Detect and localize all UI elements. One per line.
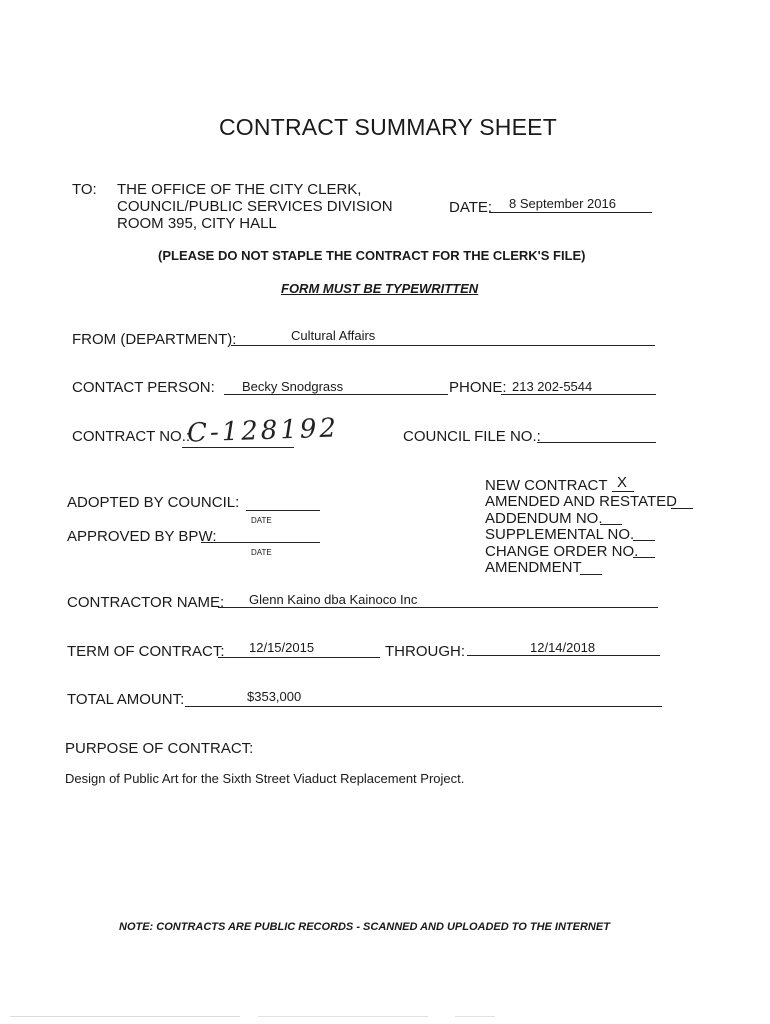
scan-artifact-line bbox=[455, 1016, 495, 1017]
change-order-line bbox=[633, 557, 655, 558]
contract-no-label: CONTRACT NO.: bbox=[72, 428, 191, 445]
purpose-text: Design of Public Art for the Sixth Street Viaduct Replacement Project. bbox=[65, 771, 465, 786]
to-line-3: ROOM 395, CITY HALL bbox=[117, 215, 277, 232]
phone-value: 213 202-5544 bbox=[512, 379, 593, 394]
new-contract-mark: X bbox=[617, 474, 628, 491]
to-line-2: COUNCIL/PUBLIC SERVICES DIVISION bbox=[117, 198, 393, 215]
new-contract-line bbox=[612, 491, 634, 492]
from-department-label: FROM (DEPARTMENT): bbox=[72, 331, 237, 348]
approved-by-bpw-line bbox=[201, 542, 320, 543]
amendment-label: AMENDMENT bbox=[485, 559, 582, 576]
typewritten-notice bbox=[281, 281, 478, 296]
adopted-date-sublabel: DATE bbox=[251, 516, 272, 525]
contractor-name-line bbox=[218, 607, 658, 608]
addendum-line bbox=[600, 524, 622, 525]
from-department-line bbox=[231, 345, 655, 346]
total-amount-line bbox=[185, 706, 662, 707]
change-order-label: CHANGE ORDER NO. bbox=[485, 543, 639, 560]
phone-line bbox=[501, 394, 656, 395]
to-label: TO: bbox=[72, 181, 97, 198]
contact-person-line bbox=[224, 394, 448, 395]
page-title: CONTRACT SUMMARY SHEET bbox=[219, 114, 557, 140]
to-line-1: THE OFFICE OF THE CITY CLERK, bbox=[117, 181, 362, 198]
council-file-label: COUNCIL FILE NO.: bbox=[403, 428, 541, 445]
amendment-line bbox=[580, 574, 602, 575]
term-end-value: 12/14/2018 bbox=[530, 640, 596, 655]
contractor-name-label: CONTRACTOR NAME: bbox=[67, 594, 225, 611]
term-end-line bbox=[467, 655, 660, 656]
purpose-label: PURPOSE OF CONTRACT: bbox=[65, 740, 254, 757]
amended-restated-line bbox=[671, 508, 693, 509]
contract-no-handwritten: C-128192 bbox=[186, 413, 340, 449]
approved-by-bpw-label: APPROVED BY BPW: bbox=[67, 528, 217, 545]
term-label: TERM OF CONTRACT: bbox=[67, 643, 225, 660]
contractor-name-value: Glenn Kaino dba Kainoco Inc bbox=[249, 592, 418, 607]
date-value: 8 September 2016 bbox=[509, 196, 616, 211]
from-department-value: Cultural Affairs bbox=[291, 328, 376, 343]
date-label: DATE: bbox=[449, 199, 493, 216]
term-start-value: 12/15/2015 bbox=[249, 640, 315, 655]
through-label: THROUGH: bbox=[385, 643, 465, 660]
term-start-line bbox=[218, 657, 380, 658]
supplemental-label: SUPPLEMENTAL NO. bbox=[485, 526, 635, 543]
typewritten-notice-text: FORM MUST BE TYPEWRITTEN bbox=[281, 281, 479, 296]
contact-person-value: Becky Snodgrass bbox=[242, 379, 344, 394]
council-file-line bbox=[537, 442, 656, 443]
scan-artifact-line bbox=[258, 1016, 428, 1017]
staple-notice: (PLEASE DO NOT STAPLE THE CONTRACT FOR THE CLERK'S FILE) bbox=[158, 248, 586, 263]
phone-label: PHONE: bbox=[449, 379, 507, 396]
total-amount-value: $353,000 bbox=[247, 689, 302, 704]
footer-note: NOTE: CONTRACTS ARE PUBLIC RECORDS - SCANNED AND UPLOADED TO THE INTERNET bbox=[119, 921, 610, 933]
amended-restated-label: AMENDED AND RESTATED bbox=[485, 493, 677, 510]
date-line bbox=[489, 212, 652, 213]
new-contract-label: NEW CONTRACT bbox=[485, 477, 608, 494]
total-amount-label: TOTAL AMOUNT: bbox=[67, 691, 185, 708]
addendum-label: ADDENDUM NO. bbox=[485, 510, 603, 527]
contact-person-label: CONTACT PERSON: bbox=[72, 379, 215, 396]
approved-date-sublabel: DATE bbox=[251, 548, 272, 557]
scan-artifact-line bbox=[10, 1016, 240, 1017]
adopted-by-council-line bbox=[246, 510, 320, 511]
supplemental-line bbox=[633, 540, 655, 541]
adopted-by-council-label: ADOPTED BY COUNCIL: bbox=[67, 494, 240, 511]
